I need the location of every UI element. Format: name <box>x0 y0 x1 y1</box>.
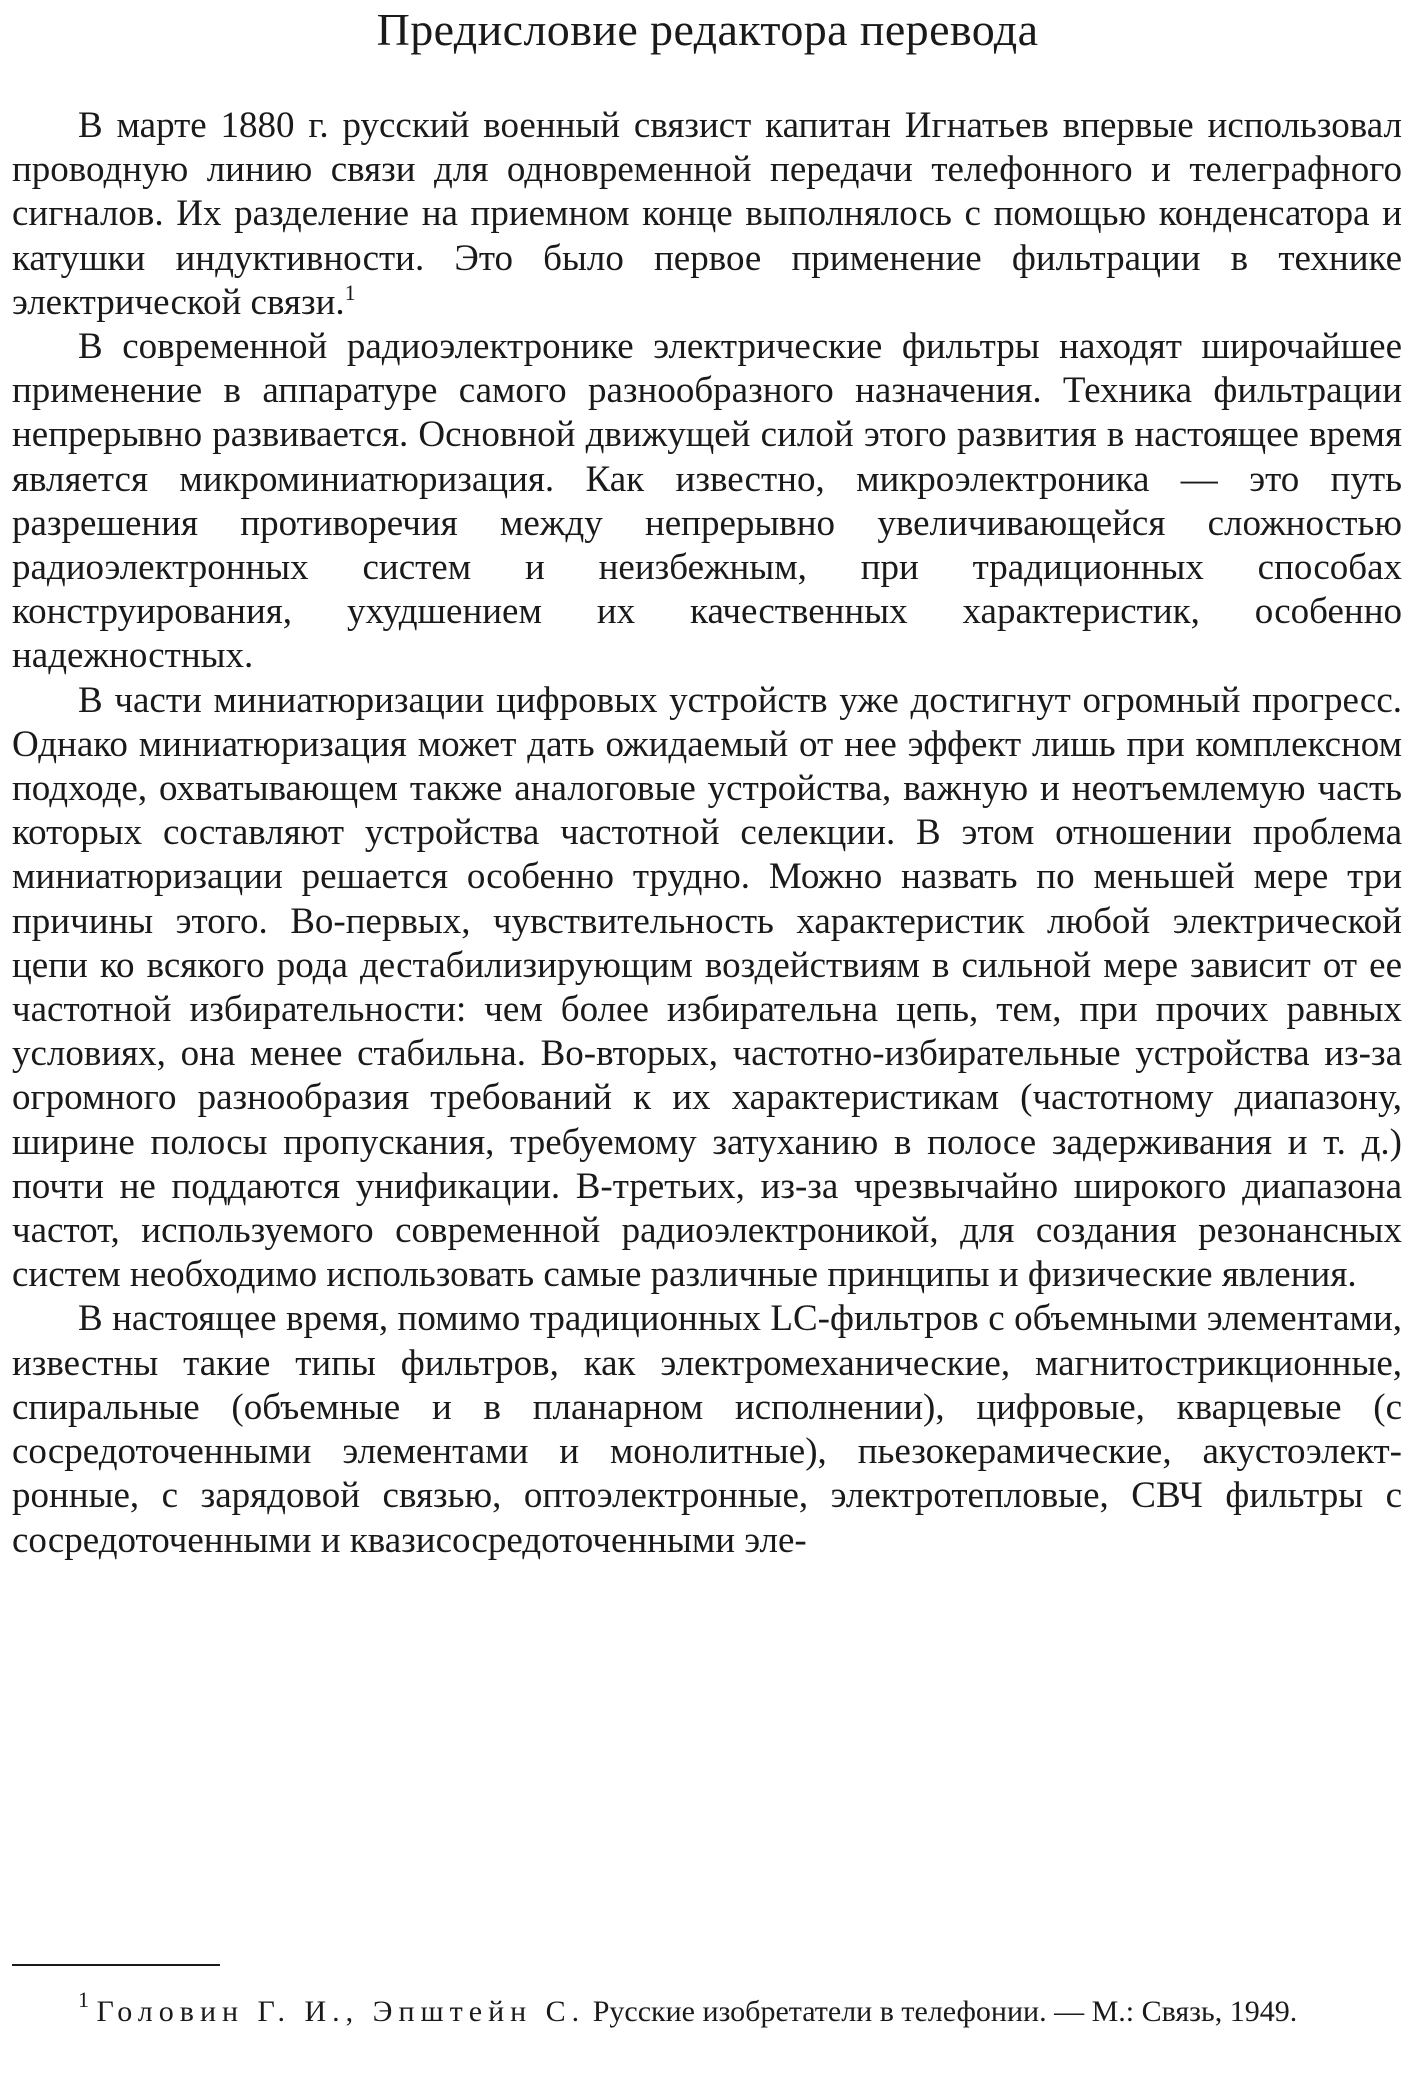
paragraph: В части миниатюризации цифровых устройств уже достигнут огромный прогресс. Однако миниатюризация может дать ожидаемый от нее эффект лишь при комплексном подходе, охватывающем также аналоговые устройства, важную и неотъемлемую часть которых составляют устройства частотной селекции. В этом отношении проблема миниатюризации решается особенно трудно. Можно назвать по меньшей мере три причины этого. Во-первых, чувствительность характеристик любой электрической цепи ко всякого рода дестабилизирующим воздействиям в сильной мере зависит от ее частотной избирательности: чем более избирательна цепь, тем, при прочих равных условиях, она менее стабильна. Во-вторых, частотно-избирательные устройства из-за огромного разнообразия требований к их характеристикам (частотному диапазону, ширине полосы пропускания, требуемому затуханию в полосе задерживания и т. д.) почти не поддаются унификации. В-третьих, из-за чрезвычайно широкого диапазона частот, используемого современной радиоэлектроникой, для создания резонансных систем необходимо использовать самые различные принципы и физические явления. <box>12 679 1402 1296</box>
footnote-divider <box>12 1964 220 1966</box>
footnote-reference: 1 <box>344 279 356 305</box>
footnote-citation: Русские изобретатели в телефонии. — М.: Связь, 1949. <box>585 1995 1298 2028</box>
footnote-number: 1 <box>78 1987 89 2012</box>
body-text <box>12 104 1402 1563</box>
paragraph <box>12 104 1402 325</box>
paragraph: В настоящее время, помимо традиционных LC-фильтров с объемными элементами, известны такие типы фильтров, как электромеханические, магнитострикционные, спиральные (объемные и в планарном исполнении), цифровые, кварцевые (с сосредоточенными элементами и монолитные), пьезокерамические, акустоэлектронные, с зарядовой связью, оптоэлектронные, электротепловые, СВЧ фильтры с сосредоточенными и квазисосредоточенными эле- <box>12 1298 1402 1561</box>
footnote <box>12 1987 1402 2030</box>
footnote-authors: Головин Г. И., Эпштейн С. <box>96 1995 586 2028</box>
page-title: Предисловие редактора перевода <box>376 4 1039 55</box>
paragraph: В современной радиоэлектронике электрические фильтры находят широчайшее применение в аппаратуре самого разнообразного назначения. Техника фильтрации непрерывно развивается. Основной движущей силой этого развития в настоящее время является микроминиатюризация. Как известно, микроэлектроника — это путь разрешения противоречия между непрерывно увеличивающейся сложностью радиоэлектронных систем и неизбежным, при традиционных способах конструирования, ухудшением их качественных характеристик, особенно надежностных. <box>12 326 1402 677</box>
paragraph-text: В марте 1880 г. русский военный связист капитан Игнатьев впервые использовал проводную линию связи для одновременной передачи телефонного и телеграфного сигналов. Их разделение на приемном конце выполнялось с помощью конденсатора и катушки индуктивности. Это было первое применение фильтрации в технике электрической связи. <box>12 105 1402 323</box>
